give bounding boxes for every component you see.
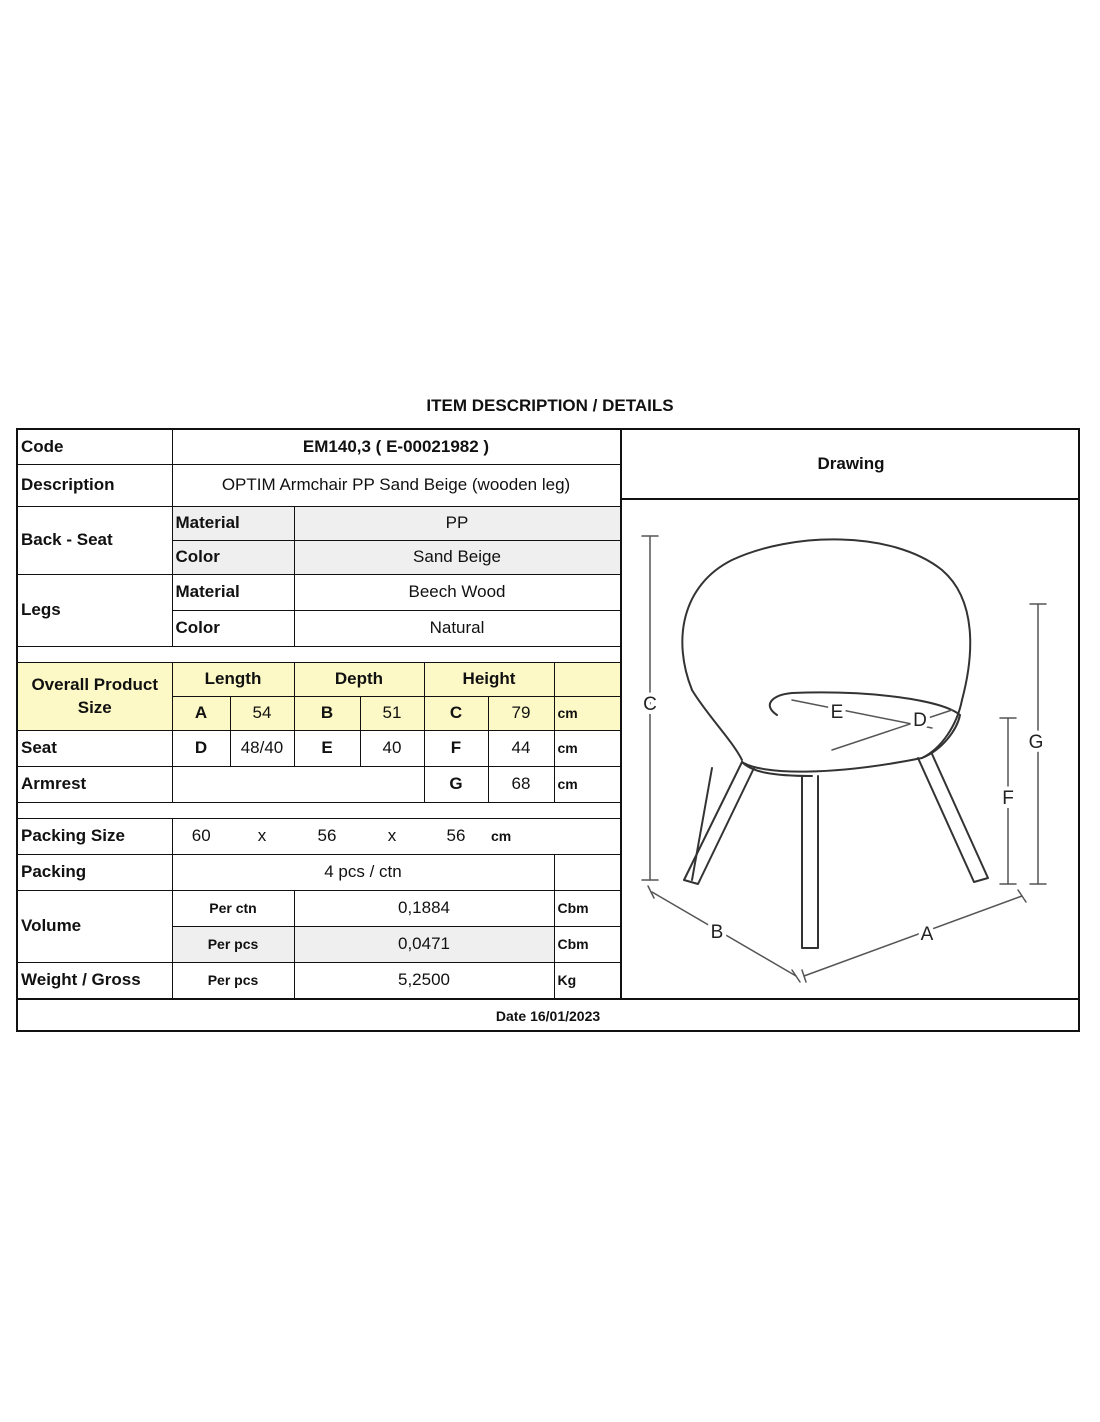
volume-per-pcs-value: 0,0471 xyxy=(294,926,554,962)
back-seat-label: Back - Seat xyxy=(18,506,172,574)
code-label: Code xyxy=(18,430,172,464)
volume-per-ctn-value: 0,1884 xyxy=(294,890,554,926)
weight-unit: Kg xyxy=(554,962,620,998)
chair-shell-side xyxy=(922,700,962,758)
armrest-empty xyxy=(172,766,424,802)
packing-size-empty xyxy=(554,818,620,854)
packing-row xyxy=(18,854,620,890)
chair-seat xyxy=(742,692,960,771)
dim-c-letter: C xyxy=(424,696,488,730)
dim-d-letter: D xyxy=(172,730,230,766)
spacer-row xyxy=(18,802,620,818)
volume-per-pcs-unit: Cbm xyxy=(554,926,620,962)
dim-e-value: 40 xyxy=(360,730,424,766)
dim-f-value: 44 xyxy=(488,730,554,766)
packing-empty xyxy=(554,854,620,890)
packing-label: Packing xyxy=(18,854,172,890)
description-label: Description xyxy=(18,464,172,506)
packing-size-row xyxy=(18,818,620,854)
spacer-row xyxy=(18,646,620,662)
armrest-label: Armrest xyxy=(18,766,172,802)
volume-per-ctn-label: Per ctn xyxy=(172,890,294,926)
weight-label: Weight / Gross xyxy=(18,962,172,998)
weight-row xyxy=(18,962,620,998)
dim-b-line xyxy=(652,892,796,976)
drawing-label-d: D xyxy=(913,710,927,731)
back-seat-color-label: Color xyxy=(172,540,294,574)
volume-ctn-row xyxy=(18,890,620,926)
dim-b-value: 51 xyxy=(360,696,424,730)
length-header: Length xyxy=(172,662,294,696)
volume-label: Volume xyxy=(18,890,172,962)
spec-table-area xyxy=(18,430,620,998)
volume-per-pcs-label: Per pcs xyxy=(172,926,294,962)
packing-size-unit: cm xyxy=(488,818,554,854)
packing-size-label: Packing Size xyxy=(18,818,172,854)
overall-label xyxy=(18,662,172,730)
legs-label: Legs xyxy=(18,574,172,646)
armrest-unit: cm xyxy=(554,766,620,802)
date-footer: Date 16/01/2023 xyxy=(18,998,1078,1032)
drawing-header: Drawing xyxy=(622,430,1080,500)
height-header: Height xyxy=(424,662,554,696)
overall-unit: cm xyxy=(554,696,620,730)
packing-x1: x xyxy=(230,818,294,854)
spec-sheet xyxy=(16,428,1080,1032)
dim-f-letter: F xyxy=(424,730,488,766)
drawing-panel xyxy=(620,430,1080,998)
legs-material-value: Beech Wood xyxy=(294,574,620,610)
legs-color-value: Natural xyxy=(294,610,620,646)
back-seat-material-row xyxy=(18,506,620,540)
packing-length: 60 xyxy=(172,818,230,854)
legs-color-label: Color xyxy=(172,610,294,646)
armrest-row xyxy=(18,766,620,802)
dim-e-letter: E xyxy=(294,730,360,766)
dim-d-line xyxy=(832,710,952,750)
chair-shell-inner xyxy=(692,690,742,760)
packing-height: 56 xyxy=(424,818,488,854)
legs-material-label: Material xyxy=(172,574,294,610)
legs-material-row xyxy=(18,574,620,610)
dim-b-letter: B xyxy=(294,696,360,730)
dim-a-line xyxy=(804,896,1022,976)
drawing-label-b: B xyxy=(710,922,724,943)
dim-d-value: 48/40 xyxy=(230,730,294,766)
back-seat-material-label: Material xyxy=(172,506,294,540)
overall-label-line1: Overall Product xyxy=(31,675,159,694)
drawing-label-c: C xyxy=(643,694,657,715)
unit-header xyxy=(554,662,620,696)
packing-value: 4 pcs / ctn xyxy=(172,854,554,890)
spec-table xyxy=(18,430,621,998)
chair-leg-front-right xyxy=(802,776,818,948)
dim-a-letter: A xyxy=(172,696,230,730)
overall-header-row xyxy=(18,662,620,696)
chair-shell-outline xyxy=(682,539,970,700)
drawing-label-e: E xyxy=(830,702,844,723)
code-row xyxy=(18,430,620,464)
dim-a-value: 54 xyxy=(230,696,294,730)
drawing-label-a: A xyxy=(920,924,934,945)
seat-row xyxy=(18,730,620,766)
code-value: EM140,3 ( E-00021982 ) xyxy=(172,430,620,464)
dim-g-value: 68 xyxy=(488,766,554,802)
depth-header: Depth xyxy=(294,662,424,696)
packing-width: 56 xyxy=(294,818,360,854)
volume-per-ctn-unit: Cbm xyxy=(554,890,620,926)
weight-per-pcs-label: Per pcs xyxy=(172,962,294,998)
description-value: OPTIM Armchair PP Sand Beige (wooden leg) xyxy=(172,464,620,506)
drawing-label-f: F xyxy=(1002,788,1014,809)
weight-value: 5,2500 xyxy=(294,962,554,998)
back-seat-material-value: PP xyxy=(294,506,620,540)
dim-c-value: 79 xyxy=(488,696,554,730)
overall-label-line2: Size xyxy=(77,698,112,717)
dim-g-letter: G xyxy=(424,766,488,802)
chair-leg-back-right xyxy=(918,754,988,882)
drawing-label-g: G xyxy=(1028,732,1044,753)
seat-unit: cm xyxy=(554,730,620,766)
packing-x2: x xyxy=(360,818,424,854)
page-title: ITEM DESCRIPTION / DETAILS xyxy=(426,396,674,415)
chair-drawing xyxy=(622,500,1080,996)
seat-label: Seat xyxy=(18,730,172,766)
description-row xyxy=(18,464,620,506)
back-seat-color-value: Sand Beige xyxy=(294,540,620,574)
